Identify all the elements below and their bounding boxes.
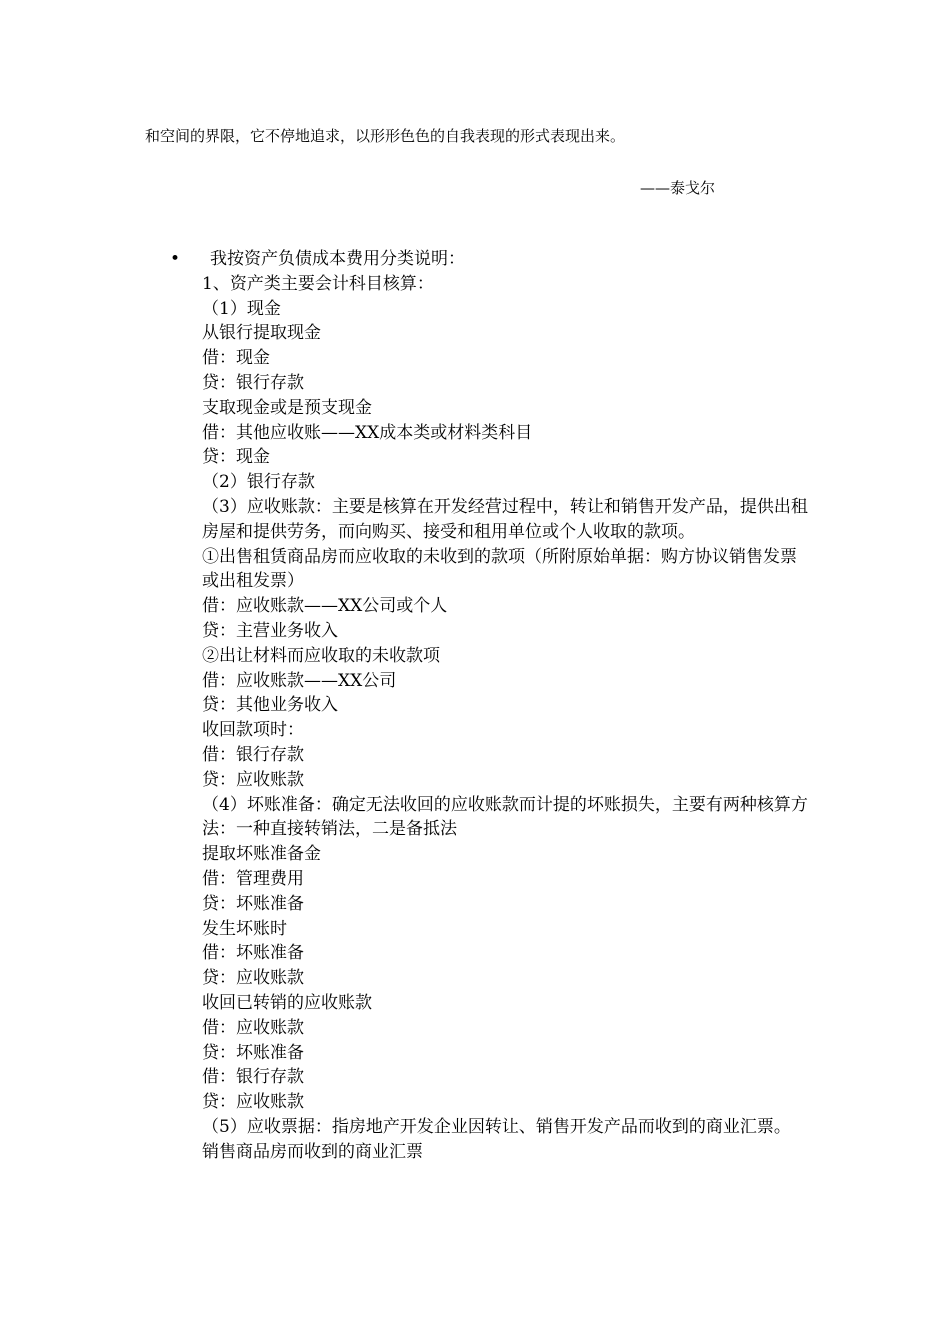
text-line: 支取现金或是预支现金 bbox=[202, 397, 372, 418]
section-heading: 1、资产类主要会计科目核算： bbox=[202, 273, 434, 294]
text-line: 收回已转销的应收账款 bbox=[202, 992, 372, 1013]
entry-credit: 贷：坏账准备 bbox=[202, 893, 304, 914]
entry-debit: 借：应收账款——XX公司 bbox=[202, 670, 397, 691]
subheading-notes-receivable: （5）应收票据：指房地产开发企业因转让、销售开发产品而收到的商业汇票。 bbox=[202, 1116, 791, 1137]
text-line: 销售商品房而收到的商业汇票 bbox=[202, 1141, 423, 1162]
text-line: ②出让材料而应收取的未收款项 bbox=[202, 645, 440, 666]
entry-debit: 借：应收账款 bbox=[202, 1017, 304, 1038]
entry-credit: 贷：坏账准备 bbox=[202, 1042, 304, 1063]
entry-debit: 借：银行存款 bbox=[202, 1067, 304, 1088]
section-intro: 我按资产负债成本费用分类说明： bbox=[210, 249, 465, 269]
entry-debit: 借：管理费用 bbox=[202, 868, 304, 889]
entry-credit: 贷：其他业务收入 bbox=[202, 695, 338, 716]
subheading-cash: （1）现金 bbox=[202, 298, 281, 319]
entry-debit: 借：应收账款——XX公司或个人 bbox=[202, 596, 448, 617]
subheading-bad-debt: （4）坏账准备：确定无法收回的应收账款而计提的坏账损失，主要有两种核算方法：一种直接转销法，二是备抵法 bbox=[202, 794, 808, 840]
text-line: 提取坏账准备金 bbox=[202, 844, 321, 865]
text-line: ①出售租赁商品房而应收取的未收到的款项（所附原始单据：购方协议销售发票或出租发票） bbox=[202, 546, 797, 592]
text-line: 发生坏账时 bbox=[202, 918, 287, 939]
entry-credit: 贷：应收账款 bbox=[202, 968, 304, 989]
text-line: 收回款项时： bbox=[202, 720, 304, 741]
entry-debit: 借：坏账准备 bbox=[202, 943, 304, 964]
entry-credit: 贷：应收账款 bbox=[202, 1092, 304, 1113]
entry-debit: 借：其他应收账——XX成本类或材料类科目 bbox=[202, 422, 533, 443]
entry-debit: 借：银行存款 bbox=[202, 744, 304, 765]
subheading-accounts-receivable: （3）应收账款：主要是核算在开发经营过程中，转让和销售开发产品，提供出租房屋和提供劳务，而向购买、接受和租用单位或个人收取的款项。 bbox=[202, 496, 808, 542]
quote-author: ——泰戈尔 bbox=[640, 179, 716, 197]
text-line: 从银行提取现金 bbox=[202, 323, 321, 344]
entry-credit: 贷：应收账款 bbox=[202, 769, 304, 790]
entry-credit: 贷：银行存款 bbox=[202, 372, 304, 393]
body-text bbox=[202, 247, 812, 1164]
bullet-marker: • bbox=[170, 249, 181, 269]
entry-credit: 贷：主营业务收入 bbox=[202, 620, 338, 641]
entry-credit: 贷：现金 bbox=[202, 447, 270, 468]
entry-debit: 借：现金 bbox=[202, 348, 270, 369]
subheading-bank-deposit: （2）银行存款 bbox=[202, 472, 315, 493]
quote-line: 和空间的界限，它不停地追求，以形形色色的自我表现的形式表现出来。 bbox=[145, 127, 626, 145]
